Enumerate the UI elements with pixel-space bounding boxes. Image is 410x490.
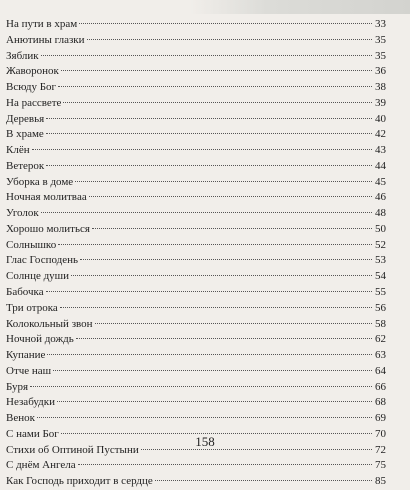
toc-entry-page: 69 xyxy=(375,412,386,425)
toc-entry-title: Солнце души xyxy=(6,270,70,283)
toc-entry-page: 35 xyxy=(375,49,386,62)
dot-leader xyxy=(37,417,372,418)
dot-leader xyxy=(41,212,372,213)
toc-entry xyxy=(6,175,386,191)
toc-entry-page: 53 xyxy=(375,254,386,267)
dot-leader xyxy=(63,102,372,103)
dot-leader xyxy=(75,181,372,182)
toc-entry-page: 45 xyxy=(375,175,386,188)
toc-entry-title: Отче наш xyxy=(6,364,52,377)
toc-entry-page: 36 xyxy=(375,65,386,78)
toc-entry-title: Уборка в доме xyxy=(6,175,74,188)
dot-leader xyxy=(155,480,372,481)
toc-entry-title: Колокольный звон xyxy=(6,317,93,330)
toc-entry-page: 68 xyxy=(375,396,386,409)
toc-entry-title: Ветерок xyxy=(6,159,45,172)
toc-entry-title: Три отрока xyxy=(6,301,58,314)
dot-leader xyxy=(30,386,372,387)
toc-entry-page: 38 xyxy=(375,81,386,94)
toc-entry xyxy=(6,64,386,80)
toc-entry-page: 56 xyxy=(375,301,386,314)
dot-leader xyxy=(78,464,372,465)
toc-entry-page: 62 xyxy=(375,333,386,346)
toc-entry-page: 44 xyxy=(375,159,386,172)
toc-entry-title: Стихи об Оптиной Пустыни xyxy=(6,443,139,456)
toc-entry-title: Хорошо молиться xyxy=(6,222,90,235)
toc-entry-title: Солнышко xyxy=(6,238,57,251)
toc-entry-page: 63 xyxy=(375,349,386,362)
toc-entry xyxy=(6,285,386,301)
dot-leader xyxy=(80,259,372,260)
toc-entry-page: 55 xyxy=(375,286,386,299)
toc-entry-title: Венок xyxy=(6,412,35,425)
toc-entry-title: Жаворонок xyxy=(6,65,59,78)
toc-entry-page: 42 xyxy=(375,128,386,141)
toc-entry xyxy=(6,17,386,33)
toc-entry-title: Ночная молитвaa xyxy=(6,191,87,204)
toc-entry-title: Анютины глазки xyxy=(6,33,85,46)
toc-entry-title: Глас Господень xyxy=(6,254,79,267)
table-of-contents xyxy=(6,17,386,490)
dot-leader xyxy=(46,133,372,134)
toc-entry xyxy=(6,206,386,222)
dot-leader xyxy=(58,244,372,245)
toc-entry-title: Ночной дождь xyxy=(6,333,74,346)
toc-entry-title: На рассвете xyxy=(6,96,62,109)
toc-entry-page: 54 xyxy=(375,270,386,283)
toc-entry-page: 43 xyxy=(375,144,386,157)
toc-entry-title: Бабочка xyxy=(6,286,44,299)
toc-entry xyxy=(6,269,386,285)
dot-leader xyxy=(76,338,372,339)
toc-entry xyxy=(6,96,386,112)
toc-entry-page: 50 xyxy=(375,222,386,235)
toc-entry xyxy=(6,143,386,159)
dot-leader xyxy=(53,370,372,371)
toc-entry-page: 48 xyxy=(375,207,386,220)
dot-leader xyxy=(58,86,372,87)
dot-leader xyxy=(95,323,372,324)
toc-entry-page: 66 xyxy=(375,380,386,393)
toc-entry xyxy=(6,33,386,49)
toc-entry-page: 46 xyxy=(375,191,386,204)
toc-entry-page: 75 xyxy=(375,459,386,472)
toc-entry-page: 85 xyxy=(375,475,386,488)
toc-entry-title: С нами Бог xyxy=(6,427,59,440)
dot-leader xyxy=(57,401,372,402)
toc-entry xyxy=(6,474,386,490)
page-edge-shadow xyxy=(190,0,410,14)
toc-entry xyxy=(6,458,386,474)
dot-leader xyxy=(60,307,372,308)
page-number: 158 xyxy=(195,434,215,449)
toc-entry-page: 72 xyxy=(375,443,386,456)
toc-entry-page: 33 xyxy=(375,18,386,30)
toc-entry xyxy=(6,80,386,96)
toc-entry xyxy=(6,301,386,317)
toc-entry xyxy=(6,159,386,175)
toc-entry xyxy=(6,253,386,269)
toc-entry-title: Деревья xyxy=(6,112,45,125)
toc-entry-title: Как Господь приходит в сердце xyxy=(6,475,153,488)
toc-entry xyxy=(6,49,386,65)
dot-leader xyxy=(61,70,372,71)
toc-entry-title: С днём Ангела xyxy=(6,459,76,472)
dot-leader xyxy=(87,39,372,40)
toc-entry xyxy=(6,112,386,128)
toc-entry-title: Зяблик xyxy=(6,49,39,62)
dot-leader xyxy=(92,228,372,229)
toc-entry-page: 58 xyxy=(375,317,386,330)
dot-leader xyxy=(89,196,372,197)
dot-leader xyxy=(46,118,372,119)
dot-leader xyxy=(32,149,372,150)
toc-entry-title: В храме xyxy=(6,128,44,141)
toc-entry-page: 35 xyxy=(375,33,386,46)
toc-entry xyxy=(6,222,386,238)
toc-entry-title: Буря xyxy=(6,380,29,393)
toc-entry-page: 70 xyxy=(375,427,386,440)
toc-entry-page: 39 xyxy=(375,96,386,109)
dot-leader xyxy=(79,23,372,24)
toc-entry xyxy=(6,348,386,364)
dot-leader xyxy=(41,55,372,56)
toc-entry-page: 40 xyxy=(375,112,386,125)
toc-entry-title: Всюду Бог xyxy=(6,81,57,94)
toc-entry xyxy=(6,190,386,206)
dot-leader xyxy=(47,354,372,355)
toc-entry-title: Купание xyxy=(6,349,46,362)
toc-entry xyxy=(6,380,386,396)
toc-entry-title: Клён xyxy=(6,144,30,157)
toc-entry-title: Уголок xyxy=(6,207,39,220)
toc-entry xyxy=(6,317,386,333)
toc-entry xyxy=(6,411,386,427)
toc-entry-page: 64 xyxy=(375,364,386,377)
toc-entry-page: 52 xyxy=(375,238,386,251)
toc-entry xyxy=(6,395,386,411)
toc-entry xyxy=(6,364,386,380)
dot-leader xyxy=(71,275,372,276)
toc-entry xyxy=(6,332,386,348)
toc-entry xyxy=(6,127,386,143)
toc-entry-title: Незабудки xyxy=(6,396,56,409)
dot-leader xyxy=(46,291,372,292)
toc-entry-title: На пути в храм xyxy=(6,18,78,30)
dot-leader xyxy=(46,165,372,166)
toc-entry xyxy=(6,238,386,254)
